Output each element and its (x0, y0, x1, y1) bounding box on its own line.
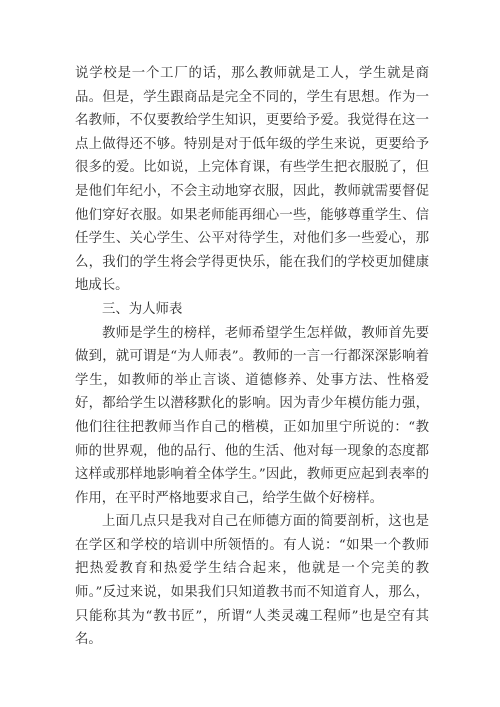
paragraph-continuation: 说学校是一个工厂的话，那么教师就是工人，学生就是商品。但是，学生跟商品是完全不同的，学生有思想。作为一名教师，不仅要教给学生知识，更要给予爱。我觉得在这一点上做得还不够。特别是对于低年级的学生来说，更要给予很多的爱。比如说，上完体育课，有些学生把衣服脱了，但是他们年纪小，不会主动地穿衣服，因此，教师就需要督促他们穿好衣服。如果老师能再细心一些，能够尊重学生、信任学生、关心学生、公平对待学生，对他们多一些爱心，那么，我们的学生将会学得更快乐，能在我们的学校更加健康地成长。 (75, 66, 429, 294)
paragraph-summary: 上面几点只是我对自己在师德方面的简要剖析，这也是在学区和学校的培训中所领悟的。有人说：“如果一个教师把热爱教育和热爱学生结合起来，他就是一个完美的教师。”反过来说，如果我们只知道教书而不知道育人，那么，只能称其为“教书匠”，所谓“人类灵魂工程师”也是空有其名。 (75, 514, 429, 648)
section-heading: 三、为人师表 (102, 301, 183, 317)
document-body (75, 62, 429, 652)
paragraph-role-model: 教师是学生的榜样，老师希望学生怎样做，教师首先要做到，就可谓是“为人师表”。教师的一言一行都深深影响着学生，如教师的举止言谈、道德修养、处事方法、性格爱好，都给学生以潜移默化的影响。因为青少年模仿能力强，他们往往把教师当作自己的楷模，正如加里宁所说的：“教师的世界观，他的品行、他的生活、他对每一现象的态度都这样或那样地影响着全体学生。”因此，教师更应起到表率的作用，在平时严格地要求自己，给学生做个好榜样。 (75, 325, 429, 506)
